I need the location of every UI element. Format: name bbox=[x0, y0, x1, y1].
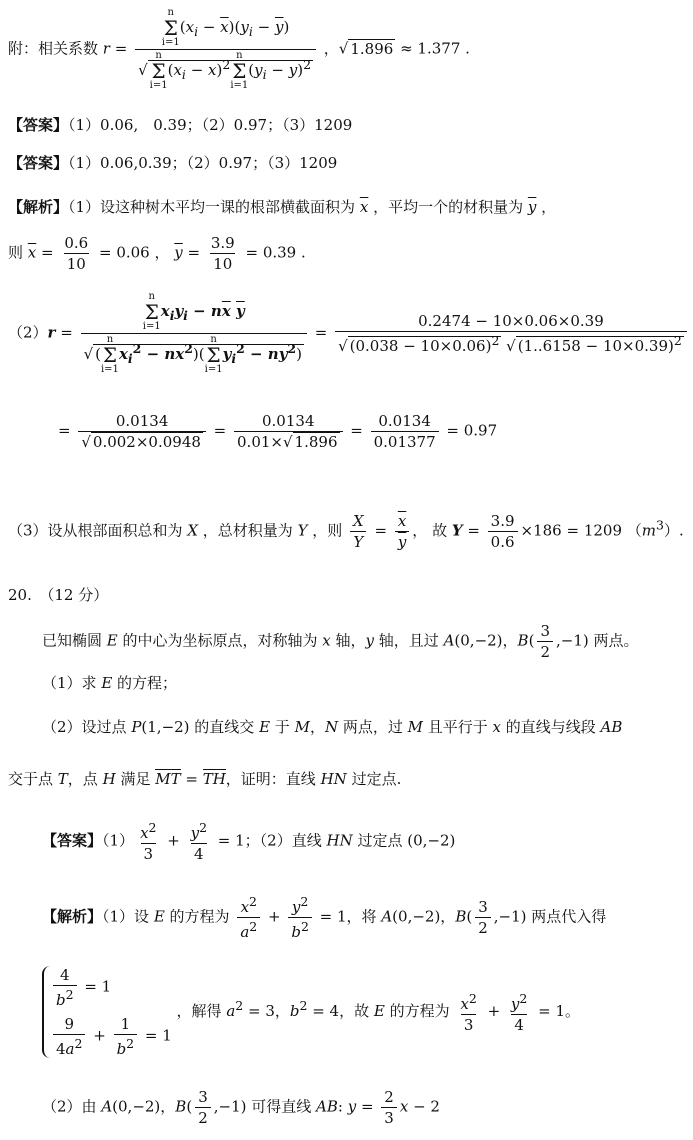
correlation-formula: n Σ i=1 $(x_i - \overline{x})(y_i - \overline{y})$ √ n Σ i=1 $(x_i - \overline{x})^2$ n Σ i=1 $(y_i - \overline{y})^2$ bbox=[135, 8, 316, 91]
q20-answer: 【答案】（1） $\frac{x^2}{3}$ + $\frac{y^2}{4}$ = 1；（2）直线 HN 过定点 (0,−2) bbox=[42, 820, 456, 863]
q20-header: 20. （12 分） bbox=[8, 586, 109, 604]
answer-line-1: 【答案】（1）0.06, 0.39；（2）0.97；（3）1209 bbox=[8, 116, 353, 134]
answer-line-2: 【答案】（1）0.06,0.39；（2）0.97；（3）1209 bbox=[8, 154, 338, 172]
q20-analysis1: 【解析】（1）设 E 的方程为 $\frac{x^2}{a^2}$ + $\frac{y^2}{b^2}$ = 1，将 A(0,−2)，B( $\frac{3}{2}$ ,−1) 两点代入得 bbox=[42, 894, 607, 941]
part2-label: （2） bbox=[8, 323, 48, 342]
q20-part1: （1）求 E 的方程； bbox=[42, 674, 178, 692]
appendix-line bbox=[8, 8, 470, 91]
part3-line: （3）设从根部面积总和为 X ，总材积量为 Y ，则 $\frac{X}{Y}$ = $\frac{\overline{x}}{y}$ ， 故 Y = $\frac{3.9}{0.6}$ ×186 = 1209 $(m^3)$. bbox=[8, 512, 684, 551]
part2-formula: （2）r = n Σ i=1 $x_iy_i - n\overline{x}$ $\overline{y}$ √ ( n Σ i=1 $x_i^2 - n\overline{x}^2$)( n Σ i=1 $y_i^2 - n\overline{y}^2$) = $\frac{0.2474 - 10\times 0.06\times 0.39}{√ (0.038 - 10\times 0.06)^2 √ (1..6158 - 10\times 0.39)^2}$ bbox=[8, 292, 690, 375]
equation-system-brace: $\frac{4}{b^2}$ = 1 $\frac{9}{4a^2}$ + $\frac{1}{b^2}$ = 1 bbox=[42, 966, 172, 1058]
q20-part2a: （2）设过点 P(1,−2) 的直线交 E 于 M，N 两点，过 M 且平行于 x 的直线与线段 AB bbox=[42, 718, 623, 736]
part2-result: = $\frac{0.0134}{√ 0.002\times 0.0948}$ = $\frac{0.0134}{0.01\times√ 1.896}$ = $\frac{0.0134}{0.01377}$ = 0.97 bbox=[58, 412, 498, 451]
analysis-line-1: 【解析】（1）设这种树木平均一课的根部横截面积为 $\overline{x}$ ，平均一个的材积量为 $\overline{y}$ ， bbox=[8, 198, 557, 216]
q20-part2b: 交于点 T，点 H 满足 MT = TH，证明：直线 HN 过定点. bbox=[8, 770, 402, 788]
appendix-lead: 附：相关系数 r = bbox=[8, 39, 128, 58]
sqrt-note: ，√ 1.896 ≈ 1.377 . bbox=[323, 39, 470, 58]
q20-analysis2: （2）由 A(0,−2)，B( $\frac{3}{2}$ ,−1) 可得直线 AB: y = $\frac{2}{3}$ x − 2 bbox=[42, 1088, 440, 1127]
q20-stem: 已知椭圆 E 的中心为坐标原点，对称轴为 x 轴，y 轴，且过 A(0,−2)，B( $\frac{3}{2}$ ,−1) 两点。 bbox=[42, 622, 639, 661]
analysis-calc: 则 $\overline{x}$ = $\frac{0.6}{10}$ = 0.06 ， $\overline{y}$ = $\frac{3.9}{10}$ = 0.39 . bbox=[8, 234, 306, 273]
q20-system: $\frac{4}{b^2}$ = 1 $\frac{9}{4a^2}$ + $\frac{1}{b^2}$ = 1 ，解得 $a^2 = 3$，$b^2 = 4$，故 E 的方程为 $\frac{x^2}{3}$ + $\frac{y^2}{4}$ = 1。 bbox=[42, 966, 580, 1058]
